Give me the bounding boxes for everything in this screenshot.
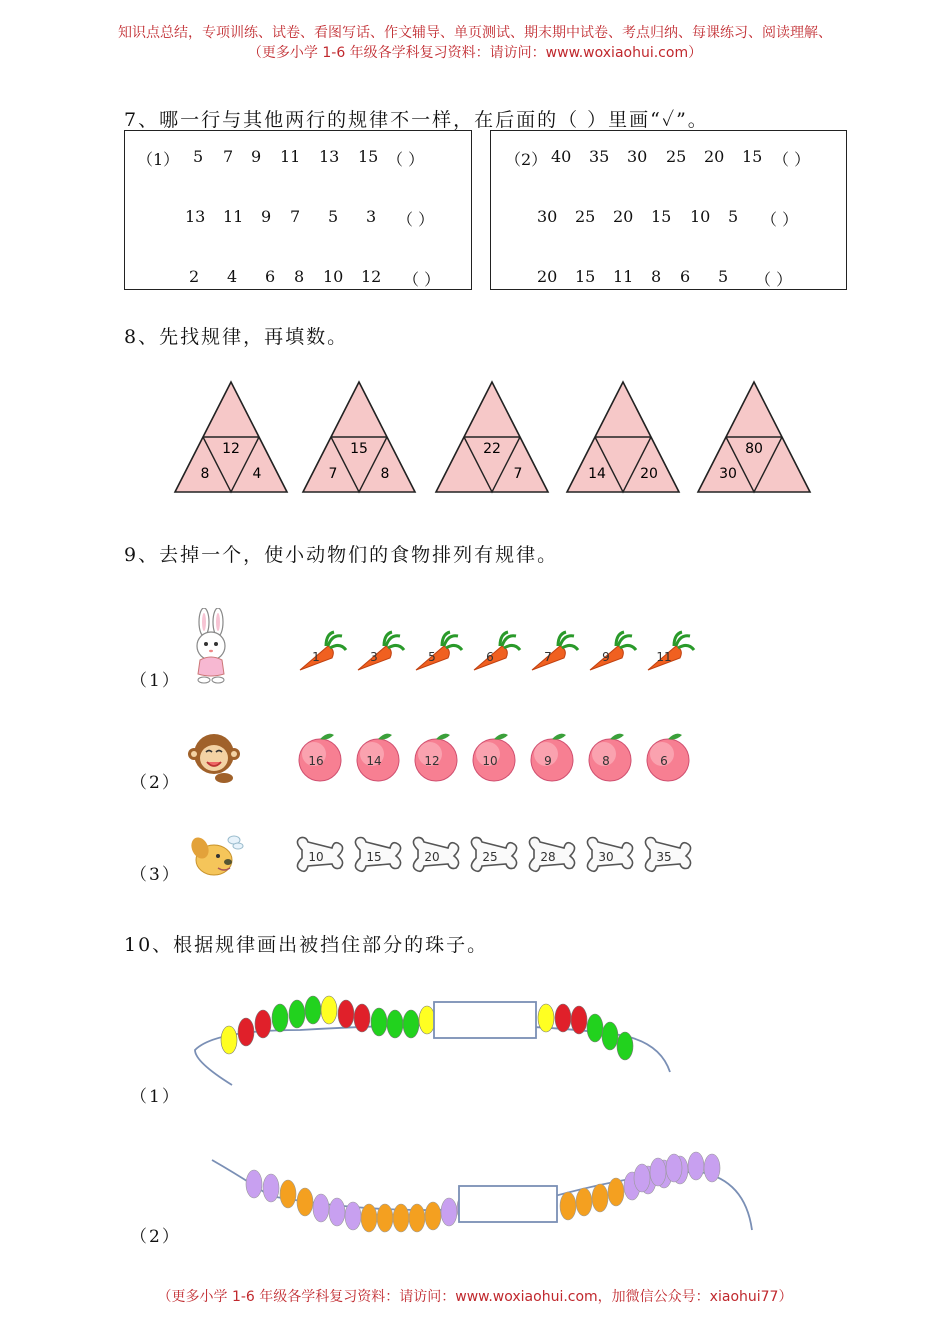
number: 30: [537, 207, 558, 226]
triangle-puzzle: [303, 382, 415, 492]
food-number: 10: [308, 850, 324, 864]
answer-paren[interactable]: （ ）: [403, 270, 441, 289]
number: 10: [323, 267, 344, 286]
number: 25: [575, 207, 596, 226]
number: 12: [361, 267, 382, 286]
bead-red: [338, 1000, 354, 1028]
number: 11: [223, 207, 244, 226]
q9-row-1-label: （1）: [130, 671, 181, 691]
food-number: 10: [482, 754, 498, 768]
number: 35: [589, 147, 610, 166]
food-number: 16: [308, 754, 324, 768]
puppy-icon: [188, 826, 244, 880]
bone-icon: [355, 838, 400, 872]
bead-green: [289, 1000, 305, 1028]
number: 30: [627, 147, 648, 166]
bead-green: [371, 1008, 387, 1036]
bead-orange: [377, 1204, 393, 1232]
bone-icon: [587, 838, 632, 872]
carrot-icon: [416, 632, 462, 670]
number: 9: [251, 147, 262, 166]
number: 25: [666, 147, 687, 166]
number: 15: [651, 207, 672, 226]
triangle-top-number: 22: [483, 441, 501, 457]
hidden-beads-cover-2: [459, 1186, 557, 1222]
number: 6: [680, 267, 691, 286]
number: 4: [227, 267, 238, 286]
triangle-puzzle: [698, 382, 810, 492]
number: 11: [613, 267, 634, 286]
food-number: 6: [486, 650, 494, 664]
bead-red: [555, 1004, 571, 1032]
bead-purple: [329, 1198, 345, 1226]
triangle-right-number: 8: [380, 466, 390, 482]
bead-orange: [560, 1192, 576, 1220]
bead-green: [305, 996, 321, 1024]
number: 9: [261, 207, 272, 226]
q9-row-2-label: （2）: [130, 773, 181, 793]
bead-purple: [666, 1154, 682, 1182]
number: 7: [223, 147, 234, 166]
q7-left-tag: （1）: [137, 150, 180, 169]
bead-green: [602, 1022, 618, 1050]
peach-icon: [299, 734, 341, 781]
triangle-top-number: 80: [745, 441, 763, 457]
number: 40: [551, 147, 572, 166]
food-number: 28: [540, 850, 556, 864]
answer-paren[interactable]: （ ）: [397, 210, 435, 229]
bead-purple: [441, 1198, 457, 1226]
food-number: 9: [602, 650, 610, 664]
peach-leaf: [378, 734, 392, 740]
peach-leaf: [552, 734, 566, 740]
bead-green: [617, 1032, 633, 1060]
q7-right-box: [490, 130, 847, 290]
food-number: 1: [312, 650, 320, 664]
bead-yellow: [321, 996, 337, 1024]
peach-leaf: [494, 734, 508, 740]
q7-right-tag: （2）: [505, 150, 548, 169]
food-number: 9: [544, 754, 552, 768]
bead-orange: [280, 1180, 296, 1208]
peach-icon: [473, 734, 515, 781]
number: 6: [265, 267, 276, 286]
q8-triangles: [0, 380, 950, 500]
q10-row-2-label: （2）: [130, 1227, 181, 1247]
triangle-left-number: 8: [200, 466, 210, 482]
number: 5: [718, 267, 729, 286]
food-number: 35: [656, 850, 672, 864]
hidden-beads-cover-1: [434, 1002, 536, 1038]
bead-yellow: [221, 1026, 237, 1054]
number: 2: [189, 267, 200, 286]
bead-yellow: [419, 1006, 435, 1034]
food-number: 20: [424, 850, 440, 864]
peach-icon: [647, 734, 689, 781]
bead-purple: [246, 1170, 262, 1198]
bead-purple: [650, 1158, 666, 1186]
bead-purple: [263, 1174, 279, 1202]
header-line-1: 知识点总结，专项训练、试卷、看图写话、作文辅导、单页测试、期末期中试卷、考点归纳、每课练习、阅读理解、: [118, 25, 832, 41]
peach-leaf: [610, 734, 624, 740]
food-number: 25: [482, 850, 498, 864]
bead-red: [238, 1018, 254, 1046]
bead-orange: [592, 1184, 608, 1212]
triangle-puzzle: [436, 382, 548, 492]
peach-icon: [531, 734, 573, 781]
peach-icon: [589, 734, 631, 781]
food-number: 14: [366, 754, 382, 768]
bead-red: [354, 1004, 370, 1032]
carrot-icon: [532, 632, 578, 670]
number: 11: [280, 147, 301, 166]
question-7-title: 7、哪一行与其他两行的规律不一样，在后面的（ ）里画“✓”。: [124, 109, 709, 131]
number: 7: [290, 207, 301, 226]
number: 15: [358, 147, 379, 166]
bead-green: [587, 1014, 603, 1042]
bead-red: [571, 1006, 587, 1034]
bead-purple: [634, 1164, 650, 1192]
peach-leaf: [668, 734, 682, 740]
answer-paren[interactable]: （ ）: [387, 150, 425, 169]
carrot-icon: [474, 632, 520, 670]
number: 5: [328, 207, 339, 226]
food-number: 30: [598, 850, 614, 864]
bone-icon: [297, 838, 342, 872]
triangle-puzzle: [175, 382, 287, 492]
triangle-top-number: 15: [350, 441, 368, 457]
triangle-left-number: 14: [588, 466, 606, 482]
q9-row-3-label: （3）: [130, 865, 181, 885]
q10-row-1-label: （1）: [130, 1087, 181, 1107]
carrot-icon: [590, 632, 636, 670]
question-8-title: 8、先找规律，再填数。: [124, 326, 349, 348]
triangle-right-number: 20: [640, 466, 658, 482]
bone-icon: [529, 838, 574, 872]
peach-icon: [357, 734, 399, 781]
bead-red: [255, 1010, 271, 1038]
bead-green: [403, 1010, 419, 1038]
triangle-right-number: 4: [252, 466, 262, 482]
food-number: 12: [424, 754, 440, 768]
number: 15: [575, 267, 596, 286]
food-number: 7: [544, 650, 552, 664]
food-number: 8: [602, 754, 610, 768]
carrot-icon: [648, 632, 694, 670]
number: 5: [193, 147, 204, 166]
number: 13: [185, 207, 206, 226]
bead-purple: [313, 1194, 329, 1222]
number: 13: [319, 147, 340, 166]
bead-yellow: [538, 1004, 554, 1032]
triangle-right-number: 7: [513, 466, 523, 482]
number: 20: [704, 147, 725, 166]
bead-orange: [393, 1204, 409, 1232]
food-number: 5: [428, 650, 436, 664]
carrot-icon: [358, 632, 404, 670]
answer-paren[interactable]: （ ）: [773, 150, 811, 169]
number: 15: [742, 147, 763, 166]
bone-icon: [645, 838, 690, 872]
bone-icon: [471, 838, 516, 872]
peach-icon: [415, 734, 457, 781]
triangle-puzzle: [567, 382, 679, 492]
bead-purple: [345, 1202, 361, 1230]
bone-icon: [413, 838, 458, 872]
number: 5: [728, 207, 739, 226]
number: 10: [690, 207, 711, 226]
answer-paren[interactable]: （ ）: [755, 270, 793, 289]
bead-purple: [704, 1154, 720, 1182]
bead-orange: [409, 1204, 425, 1232]
bead-orange: [576, 1188, 592, 1216]
question-10-title: 10、根据规律画出被挡住部分的珠子。: [124, 934, 489, 956]
food-number: 6: [660, 754, 668, 768]
triangle-left-number: 7: [328, 466, 338, 482]
bead-orange: [361, 1204, 377, 1232]
food-number: 15: [366, 850, 382, 864]
q7-left-box: [124, 130, 472, 290]
number: 20: [613, 207, 634, 226]
peach-leaf: [320, 734, 334, 740]
number: 8: [294, 267, 305, 286]
answer-paren[interactable]: （ ）: [761, 210, 799, 229]
bead-purple: [688, 1152, 704, 1180]
bead-orange: [608, 1178, 624, 1206]
food-number: 3: [370, 650, 378, 664]
carrot-icon: [300, 632, 346, 670]
food-number: 11: [656, 650, 672, 664]
bead-green: [272, 1004, 288, 1032]
bead-orange: [425, 1202, 441, 1230]
footer-text: （更多小学 1-6 年级各学科复习资料：请访问：www.woxiaohui.com，加微信公众号：xiaohui77）: [157, 1289, 793, 1305]
bead-green: [387, 1010, 403, 1038]
number: 3: [366, 207, 377, 226]
rabbit-icon: [186, 608, 238, 684]
peach-leaf: [436, 734, 450, 740]
number: 20: [537, 267, 558, 286]
triangle-left-number: 30: [719, 466, 737, 482]
header-line-2: （更多小学 1-6 年级各学科复习资料：请访问：www.woxiaohui.com）: [247, 45, 703, 61]
bead-orange: [297, 1188, 313, 1216]
number: 8: [651, 267, 662, 286]
monkey-icon: [186, 728, 242, 784]
triangle-top-number: 12: [222, 441, 240, 457]
q10-bead-strings: [0, 980, 950, 1260]
q9-food-rows: [280, 620, 710, 890]
question-9-title: 9、去掉一个，使小动物们的食物排列有规律。: [124, 544, 559, 566]
